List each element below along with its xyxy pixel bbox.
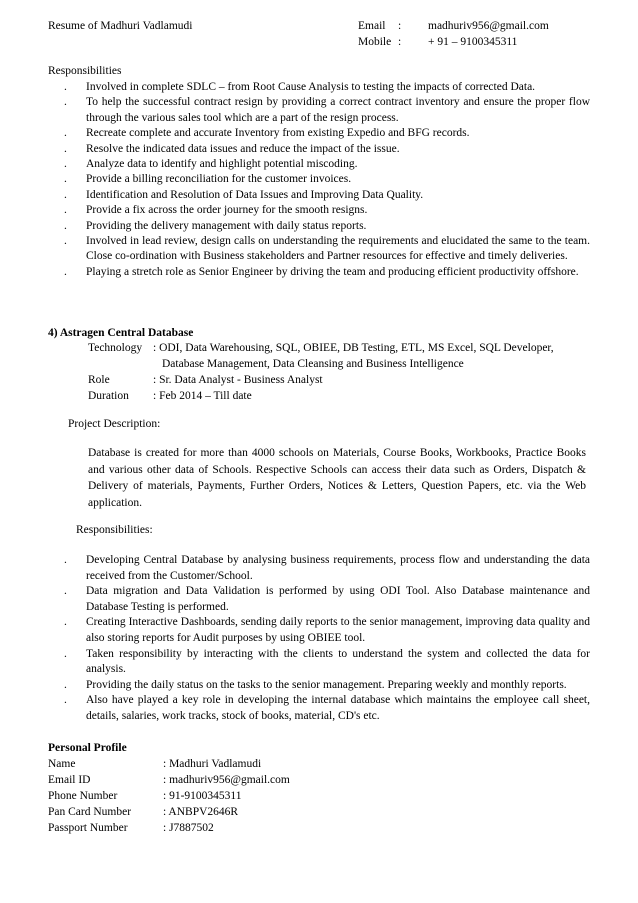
list-item: . Involved in complete SDLC – from Root Cause Analysis to testing the impacts of corrected Data. (60, 80, 590, 95)
project-description-text: Database is created for more than 4000 schools on Materials, Course Books, Workbooks, Practice Books and various other data of Schools. Respective Schools can access their data such as Orders, Dispatch & Delivery of materials, Payments, Further Orders, Notices & Letters, Question Papers, etc. via the Web application. (88, 447, 586, 509)
bullet-icon: . (64, 585, 67, 598)
personal-profile-heading: Personal Profile (48, 742, 127, 754)
list-item: . Providing the delivery management with daily status reports. (60, 219, 590, 234)
bullet-icon: . (64, 204, 67, 217)
email-separator: : (398, 20, 402, 32)
bullet-icon: . (64, 188, 67, 201)
duration-label: Duration (88, 390, 129, 402)
list-item: . Provide a billing reconciliation for the customer invoices. (60, 172, 590, 187)
technology-value: : ODI, Data Warehousing, SQL, OBIEE, DB Testing, ETL, MS Excel, SQL Developer, (153, 342, 554, 354)
list-item: . Identification and Resolution of Data Issues and Improving Data Quality. (60, 188, 590, 203)
bullet-icon: . (64, 647, 67, 660)
technology-label: Technology (88, 342, 143, 354)
profile-label-name: Name (48, 758, 76, 770)
project-title: 4) Astragen Central Database (48, 327, 194, 339)
bullet-icon: . (64, 127, 67, 140)
project-responsibilities-list (60, 553, 590, 725)
resume-title: Resume of Madhuri Vadlamudi (48, 20, 193, 32)
mobile-label: Mobile (358, 36, 392, 48)
project-description-heading: Project Description: (68, 418, 161, 430)
list-item: . Taken responsibility by interacting with the clients to understand the system and collected the data for analysis. (64, 647, 590, 676)
email-label: Email (358, 20, 386, 32)
list-item: . Providing the daily status on the tasks to the senior management. Preparing weekly and monthly reports. (60, 678, 590, 694)
list-item: . Resolve the indicated data issues and reduce the impact of the issue. (60, 142, 590, 157)
profile-value-phone: : 91-9100345311 (163, 790, 242, 802)
profile-label-phone: Phone Number (48, 790, 118, 802)
mobile-value: + 91 – 9100345311 (428, 36, 518, 48)
bullet-icon: . (64, 158, 67, 171)
profile-value-pan: : ANBPV2646R (163, 806, 239, 818)
bullet-icon: . (64, 265, 67, 278)
profile-label-pan: Pan Card Number (48, 806, 132, 818)
role-label: Role (88, 374, 110, 386)
list-item: . Developing Central Database by analysing business requirements, process flow and understanding the data received from the Customer/School. (64, 554, 590, 582)
bullet-icon: . (64, 142, 67, 155)
bullet-icon: . (64, 81, 67, 93)
bullet-icon: . (64, 235, 67, 248)
profile-value-email: : madhuriv956@gmail.com (163, 774, 290, 786)
bullet-icon: . (64, 96, 67, 109)
bullet-icon: . (64, 616, 67, 629)
technology-value-continued: Database Management, Data Cleansing and Business Intelligence (162, 358, 464, 370)
duration-value: : Feb 2014 – Till date (153, 390, 252, 402)
role-value: : Sr. Data Analyst - Business Analyst (153, 374, 323, 386)
email-value: madhuriv956@gmail.com (428, 20, 549, 32)
profile-label-email: Email ID (48, 774, 91, 786)
responsibilities-list (60, 80, 590, 280)
profile-value-name: : Madhuri Vadlamudi (163, 758, 262, 770)
list-item: . Playing a stretch role as Senior Engineer by driving the team and producing efficient productivity offshore. (60, 265, 590, 280)
bullet-icon: . (64, 678, 67, 691)
list-item: . Involved in lead review, design calls on understanding the requirements and elucidated the same to the team. Close co-ordination with Business stakeholders and Partner resources for effective and timely deliveries. (64, 235, 590, 263)
profile-value-passport: : J7887502 (163, 822, 214, 834)
list-item: . To help the successful contract resign by providing a correct contract inventory and ensure the proper flow through the various sales tool which are a part of the resign process. (64, 96, 590, 124)
bullet-icon: . (64, 694, 67, 707)
bullet-icon: . (64, 173, 67, 186)
list-item: . Data migration and Data Validation is performed by using ODI Tool. Also Database maintenance and Database Testing is performed. (64, 585, 590, 613)
mobile-separator: : (398, 36, 402, 48)
project-responsibilities-heading: Responsibilities: (76, 524, 153, 536)
list-item: . Also have played a key role in developing the internal database which maintains the employee call sheet, details, salaries, work tracks, stock of books, material, CD's etc. (64, 694, 590, 722)
list-item: . Creating Interactive Dashboards, sending daily reports to the senior management, improving data quality and also storing reports for Audit purposes by using OBIEE tool. (64, 616, 590, 644)
bullet-icon: . (64, 554, 67, 566)
list-item: . Recreate complete and accurate Inventory from existing Expedio and BFG records. (60, 126, 590, 141)
profile-label-passport: Passport Number (48, 822, 128, 834)
responsibilities-heading: Responsibilities (48, 65, 122, 77)
bullet-icon: . (64, 219, 67, 232)
list-item: . Analyze data to identify and highlight potential miscoding. (60, 157, 590, 172)
list-item: . Provide a fix across the order journey for the smooth resigns. (60, 203, 590, 218)
